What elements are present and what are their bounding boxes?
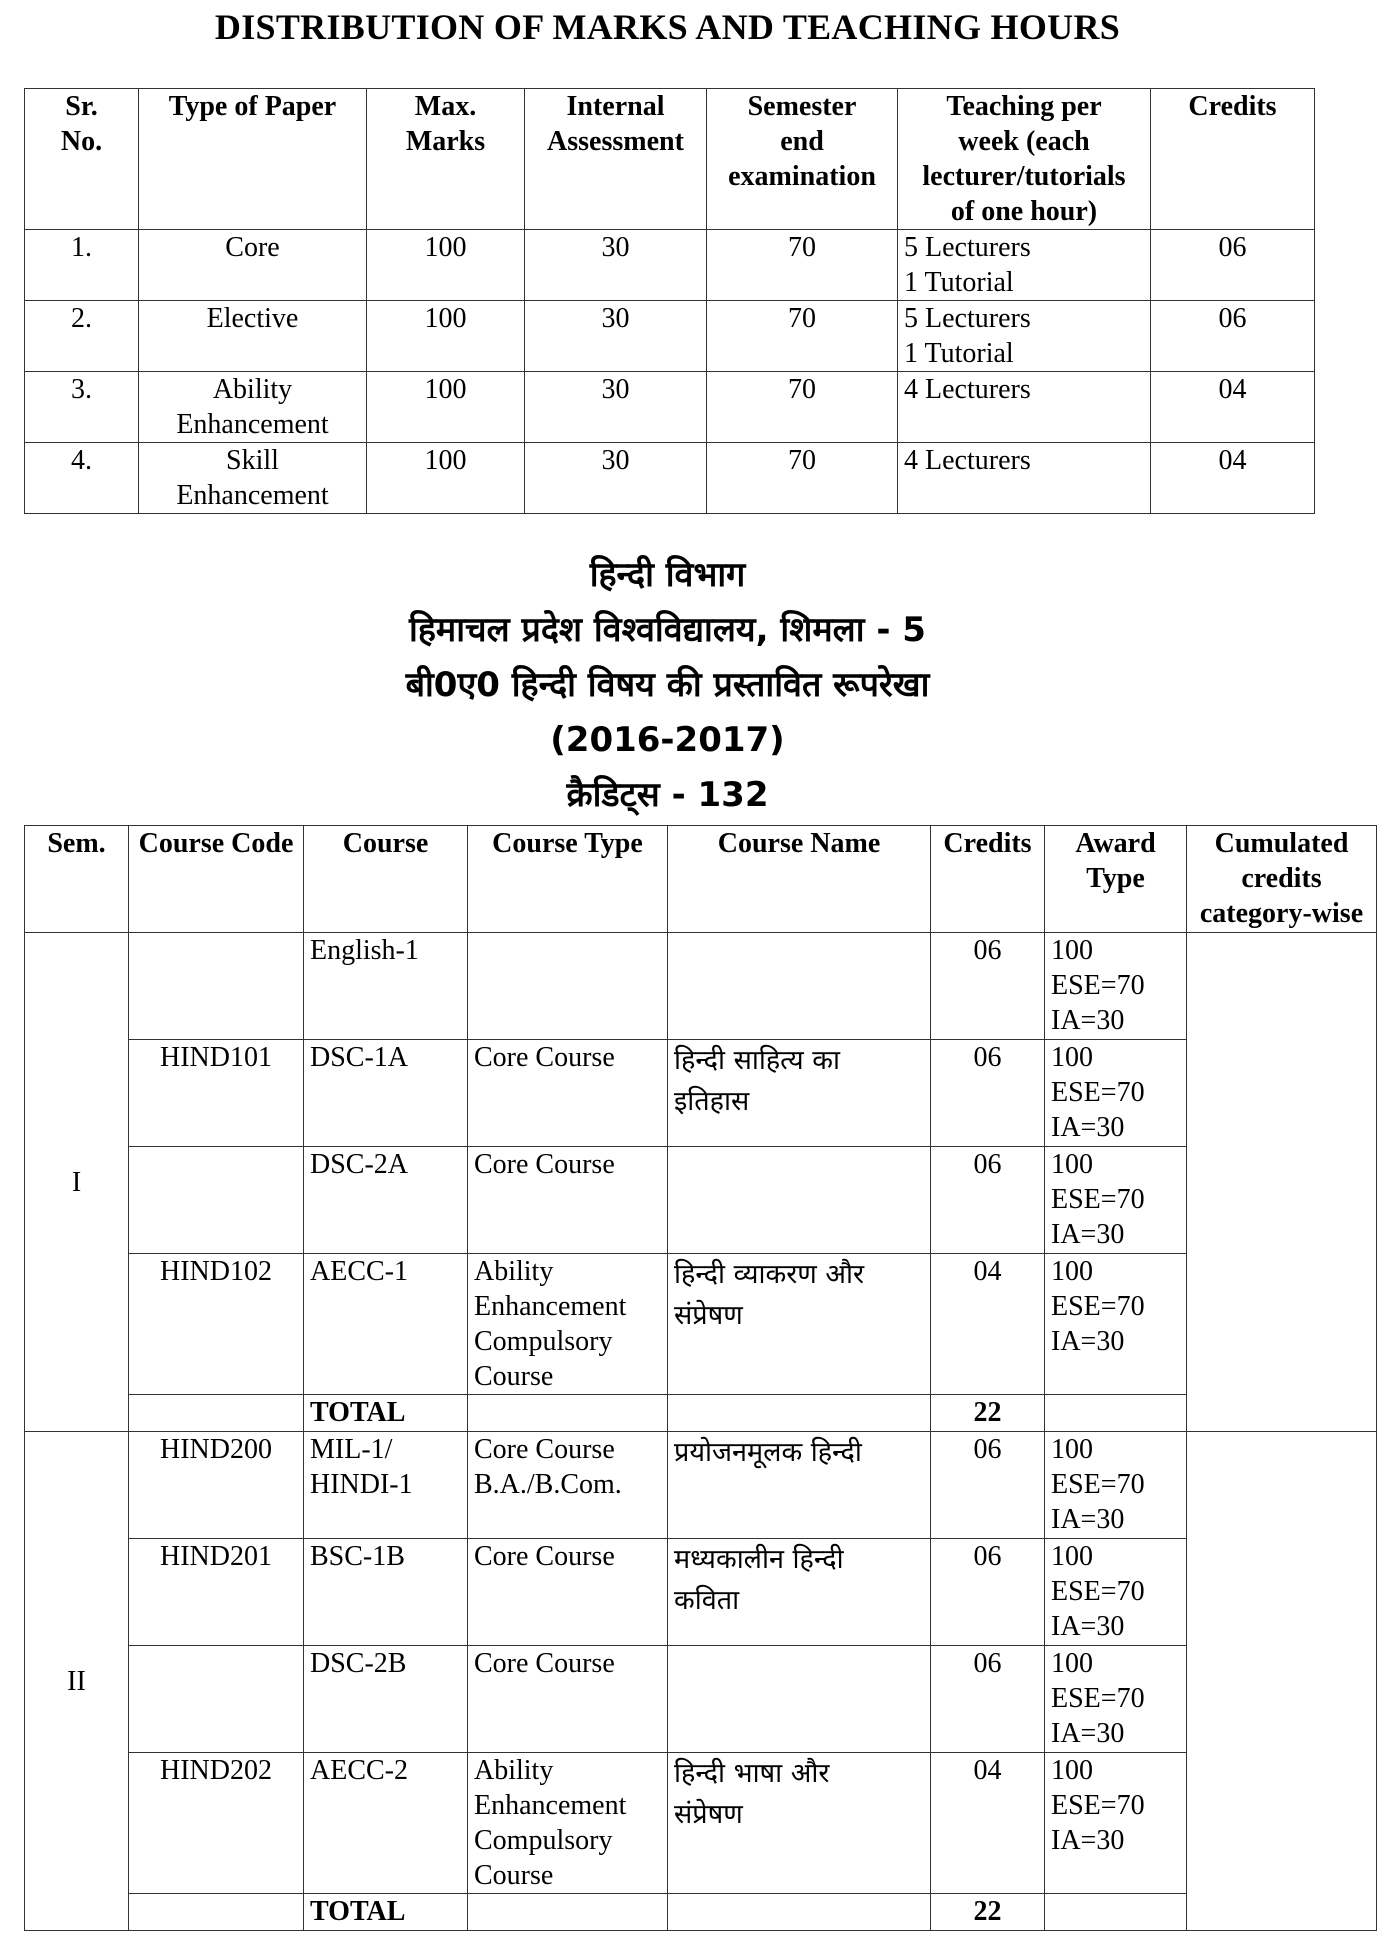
cell-code [129, 1395, 304, 1432]
cell-type: Ability Enhancement [139, 372, 367, 443]
header-type-of-paper: Type of Paper [139, 89, 367, 230]
cell-code: HIND200 [129, 1432, 304, 1539]
cell-credits: 06 [1151, 301, 1315, 372]
course-structure-table [24, 825, 1377, 1931]
hindi-heading-block [0, 548, 1335, 823]
session-year: (2016-2017) [550, 720, 785, 760]
cell-course: AECC-2 [304, 1753, 468, 1894]
course-header-row [25, 826, 1377, 933]
total-row [25, 1894, 1377, 1931]
table-row [25, 230, 1315, 301]
cell-credits: 06 [931, 1646, 1045, 1753]
header-cumulated-credits: Cumulated credits category-wise [1187, 826, 1377, 933]
cell-course-type: Ability Enhancement Compulsory Course [468, 1254, 668, 1395]
total-label: TOTAL [304, 1894, 468, 1931]
cell-course-name [668, 1894, 931, 1931]
header-sr-no: Sr. No. [25, 89, 139, 230]
cell-see: 70 [707, 230, 898, 301]
header-credits: Credits [1151, 89, 1315, 230]
cell-course-name [668, 1646, 931, 1753]
cell-award: 100 ESE=70 IA=30 [1045, 1254, 1187, 1395]
table-row [25, 1040, 1377, 1147]
cell-credits: 06 [931, 1147, 1045, 1254]
cell-credits: 06 [931, 1432, 1045, 1539]
cell-course: DSC-2A [304, 1147, 468, 1254]
cell-max: 100 [367, 301, 525, 372]
cell-award: 100 ESE=70 IA=30 [1045, 1539, 1187, 1646]
cell-type: Elective [139, 301, 367, 372]
total-credits-value: 22 [931, 1395, 1045, 1432]
cell-course: MIL-1/ HINDI-1 [304, 1432, 468, 1539]
table-row [25, 301, 1315, 372]
table-row [25, 1432, 1377, 1539]
cell-course: DSC-2B [304, 1646, 468, 1753]
cell-max: 100 [367, 372, 525, 443]
cell-credits: 04 [1151, 372, 1315, 443]
table-row [25, 1753, 1377, 1894]
cell-type: Core [139, 230, 367, 301]
header-semester-end: Semester end examination [707, 89, 898, 230]
cell-code [129, 933, 304, 1040]
cell-code [129, 1147, 304, 1254]
cell-course-type: Core Course [468, 1539, 668, 1646]
cell-course-type [468, 1395, 668, 1432]
cell-credits: 06 [931, 933, 1045, 1040]
table-row [25, 1539, 1377, 1646]
header-course-name: Course Name [668, 826, 931, 933]
table-row [25, 443, 1315, 514]
table-row [25, 372, 1315, 443]
cell-ia: 30 [525, 230, 707, 301]
header-teaching: Teaching per week (each lecturer/tutorials of one hour) [898, 89, 1151, 230]
cell-award: 100 ESE=70 IA=30 [1045, 1040, 1187, 1147]
cell-course-name: हिन्दी भाषा और संप्रेषण [668, 1753, 931, 1894]
cell-cumulated [1187, 933, 1377, 1432]
cell-see: 70 [707, 372, 898, 443]
cell-teaching: 5 Lecturers 1 Tutorial [898, 301, 1151, 372]
cell-course: DSC-1A [304, 1040, 468, 1147]
header-course-code: Course Code [129, 826, 304, 933]
cell-award: 100 ESE=70 IA=30 [1045, 1753, 1187, 1894]
table-row [25, 933, 1377, 1040]
cell-teaching: 4 Lecturers [898, 443, 1151, 514]
header-credits: Credits [931, 826, 1045, 933]
cell-course-name: प्रयोजनमूलक हिन्दी [668, 1432, 931, 1539]
page-title: DISTRIBUTION OF MARKS AND TEACHING HOURS [214, 7, 1121, 47]
total-row [25, 1395, 1377, 1432]
cell-course: English-1 [304, 933, 468, 1040]
cell-course-type [468, 933, 668, 1040]
cell-max: 100 [367, 443, 525, 514]
cell-sr: 3. [25, 372, 139, 443]
header-internal-assessment: Internal Assessment [525, 89, 707, 230]
cell-code: HIND101 [129, 1040, 304, 1147]
cell-award: 100 ESE=70 IA=30 [1045, 933, 1187, 1040]
cell-course-name [668, 1395, 931, 1432]
cell-see: 70 [707, 443, 898, 514]
cell-sr: 4. [25, 443, 139, 514]
marks-header-row [25, 89, 1315, 230]
cell-type: Skill Enhancement [139, 443, 367, 514]
cell-course-name [668, 1147, 931, 1254]
marks-distribution-table [24, 88, 1315, 514]
cell-credits: 06 [931, 1539, 1045, 1646]
cell-code: HIND201 [129, 1539, 304, 1646]
cell-course-name: हिन्दी साहित्य का इतिहास [668, 1040, 931, 1147]
cell-course-name: मध्यकालीन हिन्दी कविता [668, 1539, 931, 1646]
cell-max: 100 [367, 230, 525, 301]
outline-title: बी0ए0 हिन्दी विषय की प्रस्तावित रूपरेखा [405, 665, 930, 705]
cell-cumulated [1187, 1432, 1377, 1931]
cell-ia: 30 [525, 301, 707, 372]
header-sem: Sem. [25, 826, 129, 933]
cell-ia: 30 [525, 443, 707, 514]
cell-credits: 04 [1151, 443, 1315, 514]
cell-teaching: 4 Lecturers [898, 372, 1151, 443]
total-label: TOTAL [304, 1395, 468, 1432]
cell-award [1045, 1894, 1187, 1931]
cell-see: 70 [707, 301, 898, 372]
cell-sr: 1. [25, 230, 139, 301]
cell-credits: 04 [931, 1254, 1045, 1395]
cell-teaching: 5 Lecturers 1 Tutorial [898, 230, 1151, 301]
cell-code: HIND202 [129, 1753, 304, 1894]
semester-label: I [25, 933, 129, 1432]
header-course-type: Course Type [468, 826, 668, 933]
university-name: हिमाचल प्रदेश विश्वविद्यालय, शिमला - 5 [409, 610, 926, 650]
header-course: Course [304, 826, 468, 933]
header-award-type: Award Type [1045, 826, 1187, 933]
cell-sr: 2. [25, 301, 139, 372]
cell-course-type [468, 1894, 668, 1931]
table-row [25, 1147, 1377, 1254]
cell-ia: 30 [525, 372, 707, 443]
cell-course-type: Core Course B.A./B.Com. [468, 1432, 668, 1539]
semester-label: II [25, 1432, 129, 1931]
header-max-marks: Max. Marks [367, 89, 525, 230]
cell-course-type: Core Course [468, 1040, 668, 1147]
total-credits-value: 22 [931, 1894, 1045, 1931]
department-name: हिन्दी विभाग [589, 555, 746, 595]
cell-credits: 04 [931, 1753, 1045, 1894]
cell-credits: 06 [1151, 230, 1315, 301]
total-credits: क्रैडिट्स - 132 [566, 775, 769, 815]
cell-award: 100 ESE=70 IA=30 [1045, 1432, 1187, 1539]
cell-award: 100 ESE=70 IA=30 [1045, 1646, 1187, 1753]
table-row [25, 1646, 1377, 1753]
cell-code: HIND102 [129, 1254, 304, 1395]
cell-course-name: हिन्दी व्याकरण और संप्रेषण [668, 1254, 931, 1395]
table-row [25, 1254, 1377, 1395]
cell-course-name [668, 933, 931, 1040]
cell-course-type: Ability Enhancement Compulsory Course [468, 1753, 668, 1894]
cell-credits: 06 [931, 1040, 1045, 1147]
cell-course-type: Core Course [468, 1646, 668, 1753]
cell-award: 100 ESE=70 IA=30 [1045, 1147, 1187, 1254]
cell-code [129, 1894, 304, 1931]
cell-course: BSC-1B [304, 1539, 468, 1646]
cell-code [129, 1646, 304, 1753]
cell-course: AECC-1 [304, 1254, 468, 1395]
cell-course-type: Core Course [468, 1147, 668, 1254]
cell-award [1045, 1395, 1187, 1432]
